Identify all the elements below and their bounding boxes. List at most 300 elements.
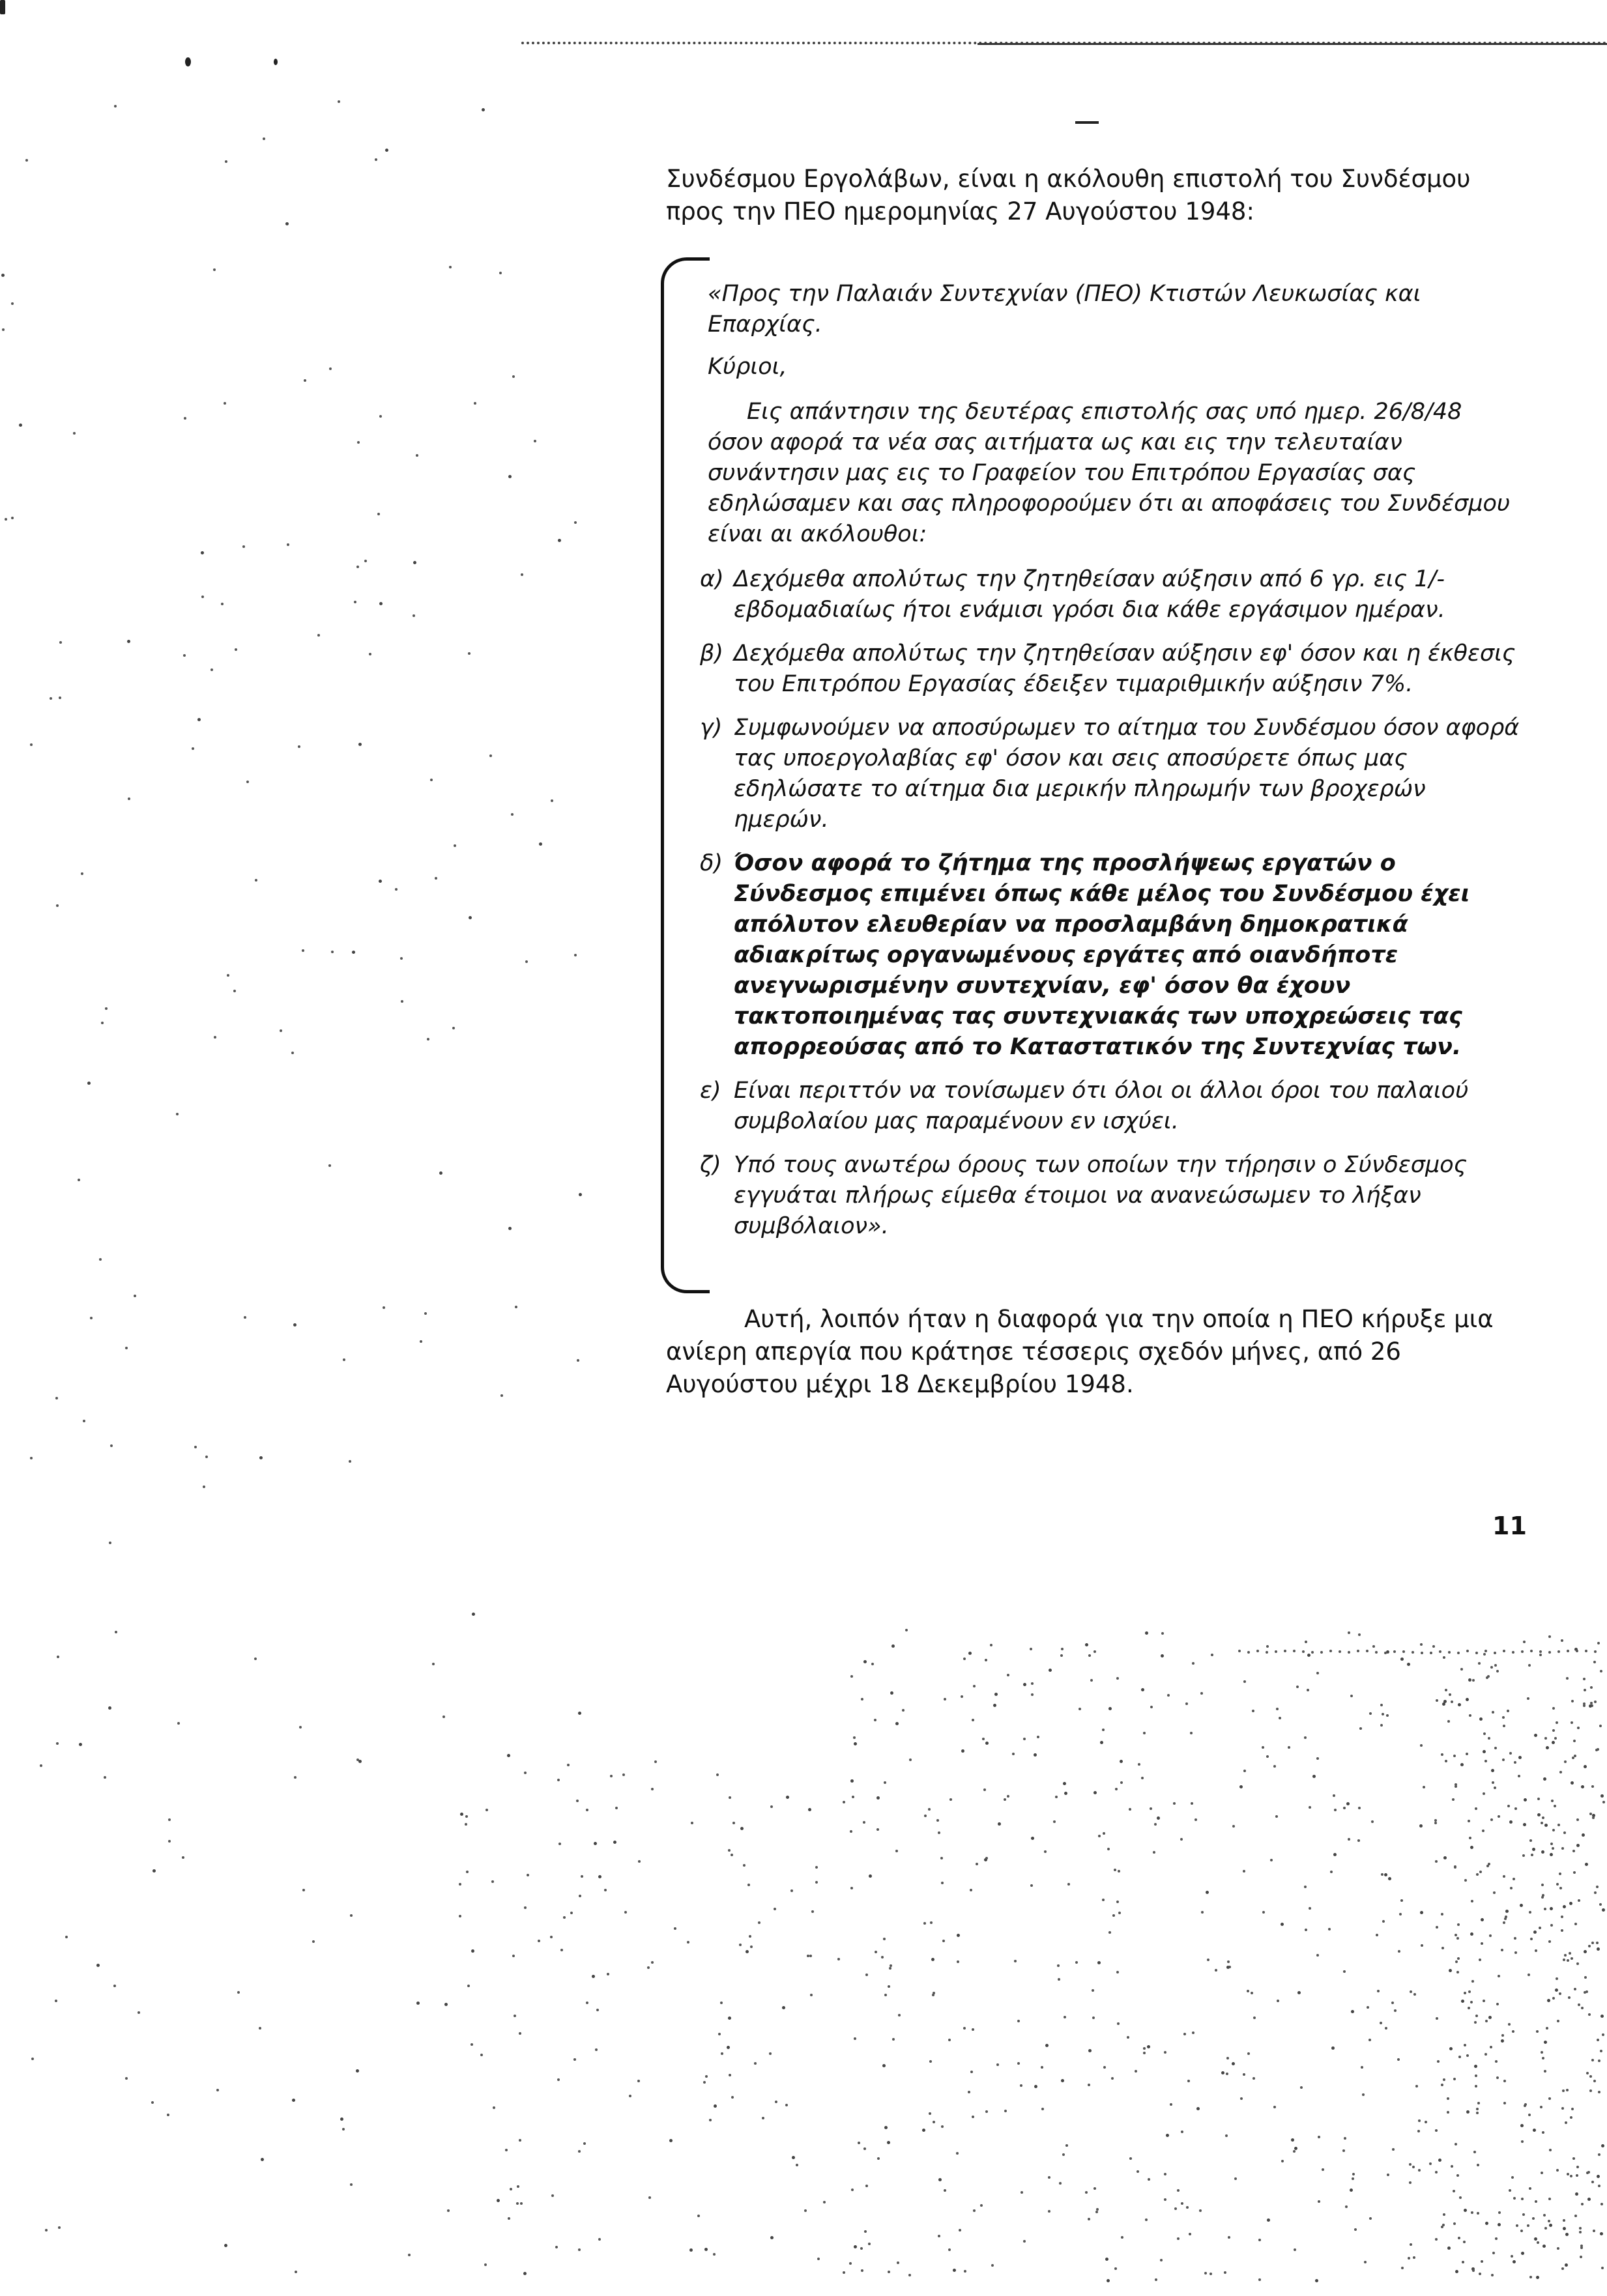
- scan-speckle: [1093, 2187, 1096, 2190]
- scan-speckle: [1466, 1698, 1469, 1701]
- letter-item-marker: ε): [700, 1078, 721, 1104]
- scan-speckle: [1574, 2215, 1577, 2217]
- scan-speckle: [1419, 1824, 1423, 1828]
- scan-speckle: [774, 1908, 776, 1910]
- scan-speckle: [1397, 2058, 1400, 2061]
- scan-speckle: [1311, 1651, 1314, 1654]
- scan-speckle: [1407, 1663, 1410, 1666]
- scan-speckle: [1557, 2247, 1559, 2250]
- scan-speckle: [573, 2058, 576, 2061]
- scan-speckle: [1023, 1738, 1026, 1740]
- scan-speckle: [1211, 1654, 1213, 1656]
- scan-speckle: [1556, 1721, 1558, 1724]
- scan-speckle: [1459, 2196, 1462, 2199]
- scan-speckle: [525, 960, 528, 963]
- scan-speckle: [1393, 1650, 1396, 1653]
- scan-speckle: [1552, 1707, 1555, 1710]
- scan-speckle: [1380, 1724, 1383, 1727]
- scan-speckle: [1382, 1920, 1385, 1923]
- scan-speckle: [1597, 2039, 1599, 2041]
- scan-speckle: [786, 1796, 789, 1799]
- scan-speckle: [1443, 2213, 1445, 2216]
- scan-speckle: [973, 2209, 976, 2212]
- scan-speckle: [1495, 2237, 1498, 2240]
- scan-speckle: [1484, 1760, 1487, 1762]
- scan-speckle: [1348, 1631, 1350, 1634]
- scan-speckle: [1386, 1714, 1389, 1717]
- scan-speckle: [1253, 2016, 1256, 2019]
- scan-speckle: [1572, 1850, 1575, 1852]
- scan-speckle: [514, 2015, 516, 2017]
- scan-speckle: [78, 1179, 80, 1181]
- scan-speckle: [1594, 1891, 1597, 1894]
- scan-speckle: [317, 634, 320, 637]
- scan-speckle: [1372, 1645, 1375, 1648]
- scan-speckle: [125, 2077, 128, 2080]
- scan-speckle: [1549, 2149, 1552, 2151]
- scan-speckle: [638, 1860, 641, 1863]
- scan-speckle: [1539, 1650, 1542, 1653]
- scan-speckle: [261, 2158, 264, 2161]
- scan-speckle: [1571, 1721, 1573, 1724]
- scan-speckle: [1092, 1989, 1094, 1992]
- letter-items: [700, 564, 1522, 1242]
- scan-speckle: [1442, 1702, 1445, 1706]
- scan-speckle: [401, 1000, 403, 1003]
- scan-speckle: [1475, 2085, 1477, 2088]
- scan-speckle: [1548, 1635, 1551, 1638]
- scan-speckle: [1527, 2224, 1529, 2227]
- scan-speckle: [205, 1456, 208, 1458]
- scan-speckle: [985, 1659, 987, 1661]
- scan-speckle: [1565, 2233, 1569, 2236]
- scan-speckle: [83, 1420, 85, 1422]
- scan-speckle: [524, 1906, 527, 1909]
- scan-speckle: [1600, 2232, 1603, 2235]
- scan-speckle: [1293, 2150, 1296, 2153]
- scan-speckle: [1456, 2174, 1459, 2177]
- scan-speckle: [1571, 1781, 1574, 1785]
- scan-speckle: [1243, 1680, 1246, 1683]
- scan-speckle: [858, 2142, 860, 2144]
- scan-speckle: [1275, 1650, 1277, 1653]
- scan-speckle: [1415, 2085, 1418, 2088]
- scan-speckle: [1204, 2272, 1207, 2274]
- scan-speckle: [439, 1171, 442, 1175]
- tick-mark: [1075, 121, 1099, 124]
- scan-speckle: [1593, 2080, 1596, 2082]
- scan-speckle: [1481, 1942, 1483, 1945]
- scan-speckle: [1561, 1929, 1563, 1932]
- scan-speckle: [1589, 2075, 1592, 2078]
- scan-speckle: [192, 747, 194, 750]
- scan-speckle: [1470, 1846, 1473, 1849]
- scan-speckle: [1475, 1652, 1478, 1654]
- scan-speckle: [527, 1874, 529, 1876]
- scan-speckle: [1371, 1820, 1374, 1823]
- scan-speckle: [1048, 2176, 1050, 2179]
- scan-speckle: [1421, 1944, 1423, 1947]
- scan-speckle: [1573, 1871, 1576, 1874]
- scan-speckle: [167, 2114, 169, 2116]
- scan-speckle: [1100, 1741, 1103, 1744]
- scan-speckle: [1494, 1664, 1497, 1667]
- scan-speckle: [938, 1831, 940, 1834]
- scan-speckle: [1461, 2000, 1464, 2003]
- scan-speckle: [863, 1821, 865, 1824]
- scan-speckle: [815, 1866, 818, 1869]
- scan-speckle: [1449, 1693, 1451, 1696]
- scan-speckle: [674, 1927, 676, 1930]
- scan-speckle: [11, 517, 14, 519]
- scan-speckle: [1488, 1863, 1490, 1865]
- scan-speckle: [1358, 1633, 1361, 1636]
- scan-speckle: [1532, 1848, 1535, 1851]
- scan-speckle: [356, 2069, 359, 2073]
- scan-speckle: [970, 1889, 972, 1891]
- scan-speckle: [1527, 1973, 1530, 1976]
- scan-speckle: [138, 2011, 140, 2014]
- scan-speckle: [1530, 1938, 1533, 1940]
- scan-speckle: [550, 1936, 553, 1938]
- scan-speckle: [622, 1773, 625, 1776]
- scan-speckle: [1541, 1850, 1544, 1854]
- scan-speckle: [1030, 1884, 1033, 1887]
- scan-speckle: [713, 2253, 716, 2256]
- scan-speckle: [1281, 1923, 1284, 1926]
- scan-speckle: [691, 1822, 693, 1824]
- scan-speckle: [1455, 1785, 1457, 1788]
- scan-speckle: [1576, 2166, 1579, 2168]
- scan-speckle: [1485, 2222, 1488, 2225]
- scan-speckle: [1329, 1650, 1332, 1652]
- scan-speckle: [1502, 1716, 1505, 1719]
- scan-speckle: [1228, 2236, 1230, 2239]
- scan-speckle: [1483, 1750, 1486, 1753]
- scan-speckle: [1192, 1662, 1194, 1665]
- letter-item: [700, 1076, 1522, 1137]
- scan-speckle: [350, 2183, 353, 2186]
- scan-speckle: [884, 1781, 886, 1784]
- scan-speckle: [1088, 2218, 1090, 2220]
- scan-speckle: [1180, 1838, 1183, 1841]
- scan-speckle: [1595, 1749, 1598, 1751]
- scan-speckle: [485, 1809, 488, 1811]
- scan-speckle: [45, 2229, 48, 2231]
- scan-speckle: [1358, 1807, 1361, 1809]
- scan-speckle: [292, 2099, 295, 2102]
- scan-speckle: [197, 718, 201, 721]
- scan-speckle: [929, 2112, 931, 2115]
- scan-speckle: [1388, 1877, 1391, 1880]
- scan-speckle: [1136, 2170, 1139, 2173]
- scan-speckle: [1127, 2036, 1129, 2039]
- scan-speckle: [357, 441, 360, 444]
- scan-speckle: [629, 2095, 631, 2097]
- letter-salutation: Κύριοι,: [708, 354, 787, 380]
- scan-speckle: [104, 1776, 106, 1779]
- scan-speckle: [1521, 2252, 1524, 2255]
- scan-speckle: [1226, 2073, 1228, 2075]
- scan-speckle: [1300, 2086, 1303, 2089]
- scan-speckle: [1232, 1825, 1235, 1828]
- scan-speckle: [474, 402, 476, 405]
- scan-speckle: [849, 2262, 852, 2265]
- scan-speckle: [1468, 1678, 1471, 1682]
- scan-speckle: [1550, 1924, 1553, 1927]
- scan-speckle: [1524, 1798, 1527, 1801]
- scan-speckle: [1447, 1720, 1450, 1723]
- scan-speckle: [1468, 1990, 1471, 1993]
- scan-speckle: [1498, 1975, 1500, 1977]
- scan-speckle: [244, 1316, 246, 1319]
- scan-speckle: [1511, 2176, 1514, 2179]
- scan-speckle: [214, 1036, 216, 1039]
- scan-speckle: [1479, 1959, 1481, 1961]
- scan-speckle: [493, 2106, 495, 2109]
- scan-speckle: [5, 518, 7, 521]
- scan-speckle: [1097, 1961, 1101, 1964]
- scan-speckle: [1458, 2056, 1461, 2058]
- scan-speckle: [1007, 1795, 1009, 1798]
- scan-speckle: [1279, 1717, 1281, 1719]
- scan-speckle: [1266, 1645, 1269, 1648]
- scan-speckle: [1115, 1788, 1118, 1790]
- scan-speckle: [1141, 1688, 1144, 1691]
- scan-speckle: [1409, 2181, 1412, 2184]
- scan-speckle: [1020, 2084, 1022, 2087]
- scan-speckle: [1563, 1831, 1566, 1834]
- scan-speckle: [874, 1719, 876, 1721]
- scan-speckle: [863, 1660, 867, 1663]
- scan-speckle: [1492, 2252, 1495, 2254]
- scan-speckle: [96, 1964, 100, 1967]
- scan-speckle: [1584, 1991, 1586, 1994]
- scan-speckle: [1166, 2134, 1169, 2137]
- scan-speckle: [1352, 2173, 1355, 2175]
- scan-speckle: [512, 375, 515, 378]
- scan-speckle: [1548, 2220, 1550, 2222]
- scan-speckle: [1588, 2013, 1591, 2016]
- scan-speckle: [510, 2188, 512, 2190]
- scan-speckle: [1548, 1651, 1551, 1654]
- scan-speckle: [883, 1938, 886, 1940]
- scan-speckle: [59, 641, 62, 644]
- scan-speckle: [385, 149, 388, 152]
- scan-speckle: [1466, 1650, 1469, 1652]
- scan-speckle: [948, 2039, 951, 2041]
- scan-speckle: [505, 2149, 508, 2151]
- scan-speckle: [1007, 1674, 1009, 1676]
- scan-speckle: [1533, 1930, 1537, 1934]
- scan-speckle: [1170, 2103, 1172, 2106]
- scan-speckle: [807, 1955, 809, 1957]
- scan-speckle: [413, 561, 416, 564]
- scan-speckle: [1098, 1835, 1101, 1837]
- scan-speckle: [1481, 2260, 1483, 2263]
- scan-speckle: [1187, 2080, 1190, 2082]
- scan-speckle: [87, 1082, 91, 1085]
- scan-speckle: [1576, 1962, 1579, 1965]
- scan-speckle: [739, 1944, 742, 1946]
- scan-speckle: [1234, 2177, 1237, 2180]
- scan-speckle: [1528, 1664, 1531, 1667]
- scan-speckle: [224, 402, 226, 405]
- scan-speckle: [1547, 1999, 1550, 2002]
- scan-speckle: [1247, 1990, 1249, 1992]
- scan-speckle: [294, 1776, 297, 1779]
- scan-speckle: [624, 1911, 627, 1914]
- scan-speckle: [356, 1758, 359, 1761]
- scan-speckle: [1518, 1756, 1522, 1759]
- scan-speckle: [134, 1295, 136, 1297]
- scan-speckle: [302, 1889, 305, 1891]
- letter-item: [700, 1150, 1522, 1242]
- scan-speckle: [1398, 1950, 1400, 1953]
- scan-speckle: [1569, 1902, 1572, 1905]
- scan-speckle: [1574, 1923, 1577, 1925]
- scan-speckle: [1557, 1650, 1560, 1653]
- scan-speckle: [1457, 1652, 1460, 1654]
- scan-speckle: [1092, 2016, 1095, 2019]
- scan-speckle: [1063, 1782, 1066, 1785]
- scan-speckle: [1485, 2020, 1488, 2022]
- scan-speckle: [1494, 1747, 1497, 1749]
- scan-speckle: [255, 879, 257, 882]
- scan-speckle: [1602, 1801, 1605, 1803]
- scan-speckle: [1514, 1937, 1516, 1940]
- scan-speckle: [1023, 1683, 1026, 1686]
- scan-speckle: [1369, 2217, 1372, 2220]
- scan-speckle: [922, 2129, 925, 2132]
- scan-speckle: [1587, 2198, 1591, 2201]
- scan-speckle: [482, 108, 485, 111]
- scan-speckle: [746, 1950, 749, 1953]
- scan-speckle: [890, 1691, 893, 1695]
- scan-speckle: [1542, 1816, 1544, 1819]
- scan-speckle: [1537, 1798, 1540, 1800]
- scan-speckle: [1362, 2093, 1365, 2096]
- scan-speckle: [941, 2125, 944, 2128]
- scan-speckle: [1550, 1843, 1553, 1845]
- scan-speckle: [850, 1887, 853, 1889]
- scan-speckle: [895, 1850, 898, 1852]
- scan-speckle: [1350, 2188, 1353, 2192]
- scan-speckle: [151, 2101, 154, 2104]
- scan-speckle: [491, 1880, 494, 1883]
- scan-speckle: [1225, 2134, 1228, 2137]
- scan-speckle: [1105, 2258, 1108, 2261]
- scan-speckle: [769, 2052, 772, 2055]
- scan-speckle: [1447, 2097, 1449, 2100]
- scan-speckle: [1177, 2189, 1180, 2192]
- scan-speckle: [1417, 2130, 1420, 2132]
- scan-speckle: [1473, 2151, 1476, 2153]
- scan-speckle: [1161, 1654, 1164, 1657]
- scan-speckle: [1552, 1829, 1555, 1831]
- scan-speckle: [1556, 1883, 1559, 1886]
- scan-speckle: [1037, 1736, 1039, 1738]
- scan-speckle: [1164, 2198, 1166, 2201]
- scan-speckle: [1412, 1651, 1414, 1654]
- scan-speckle: [1443, 1856, 1447, 1859]
- scan-speckle: [1307, 1689, 1309, 1691]
- scan-speckle: [1315, 2279, 1318, 2282]
- letter-item-marker: δ): [700, 850, 723, 876]
- scan-speckle: [1501, 2039, 1504, 2043]
- scan-speckle: [1333, 1853, 1337, 1856]
- scan-speckle: [1380, 2022, 1382, 2024]
- scan-speckle: [1209, 2273, 1212, 2275]
- scan-speckle: [1376, 1934, 1378, 1936]
- scan-speckle: [1434, 1822, 1437, 1824]
- scan-speckle: [1549, 2224, 1552, 2227]
- scan-speckle: [1196, 2107, 1200, 2110]
- scan-speckle: [1503, 2102, 1506, 2104]
- scan-speckle: [58, 2226, 61, 2229]
- scan-speckle: [1457, 1957, 1460, 1960]
- scan-speckle: [1102, 1899, 1105, 1901]
- scan-speckle: [1096, 2208, 1099, 2211]
- scan-speckle: [442, 1715, 445, 1718]
- scan-speckle: [1342, 2149, 1345, 2152]
- scan-speckle: [1544, 1908, 1546, 1910]
- scan-speckle: [1381, 1873, 1383, 1876]
- scan-speckle: [1442, 2224, 1445, 2226]
- scan-speckle: [1085, 2191, 1088, 2194]
- scan-speckle: [1141, 1777, 1144, 1779]
- scan-speckle: [1401, 2267, 1404, 2269]
- scan-speckle: [1284, 1650, 1286, 1652]
- scan-speckle: [1594, 1700, 1597, 1703]
- scan-speckle: [1469, 1714, 1471, 1717]
- scan-speckle: [558, 539, 561, 542]
- scan-speckle: [1451, 1700, 1453, 1703]
- scan-speckle: [1455, 2270, 1458, 2273]
- letter-item-text: Συμφωνούμεν να αποσύρωμεν το αίτημα του Συνδέσμου όσον αφορά τας υποεργολαβίας εφ' όσον και σεις αποσύρετε όπως μας εδηλώσατε το αίτημα δια μερικήν πληρωμήν των βροχερών ημερών.: [734, 715, 1520, 833]
- scan-speckle: [1503, 1725, 1505, 1727]
- scan-speckle: [865, 2185, 868, 2187]
- scan-speckle: [884, 1994, 887, 1996]
- scan-speckle: [1537, 2241, 1539, 2244]
- scan-speckle: [1351, 2010, 1354, 2013]
- scan-speckle: [651, 1788, 654, 1790]
- scan-speckle: [898, 2014, 901, 2016]
- scan-speckle: [369, 653, 371, 655]
- scan-speckle: [792, 2156, 795, 2159]
- scan-speckle: [1498, 2223, 1501, 2226]
- scan-speckle: [850, 1779, 854, 1783]
- scan-speckle: [56, 1742, 59, 1745]
- scan-speckle: [1267, 2218, 1270, 2222]
- scan-speckle: [1004, 1798, 1006, 1801]
- scan-speckle: [1420, 1643, 1423, 1646]
- scan-speckle: [519, 2032, 521, 2035]
- scan-speckle: [1505, 1910, 1509, 1913]
- scan-speckle: [716, 1773, 719, 1776]
- scan-speckle: [1318, 2136, 1320, 2138]
- scan-speckle: [1436, 2017, 1438, 2020]
- scan-speckle: [1164, 2051, 1166, 2054]
- scan-speckle: [1117, 2022, 1120, 2025]
- scan-speckle: [1474, 2021, 1477, 2024]
- scan-speckle: [183, 654, 186, 657]
- scan-speckle: [985, 1857, 988, 1859]
- scan-speckle: [293, 1323, 297, 1327]
- scan-speckle: [520, 2202, 523, 2205]
- scan-speckle: [338, 100, 340, 103]
- scan-speckle: [929, 2060, 932, 2063]
